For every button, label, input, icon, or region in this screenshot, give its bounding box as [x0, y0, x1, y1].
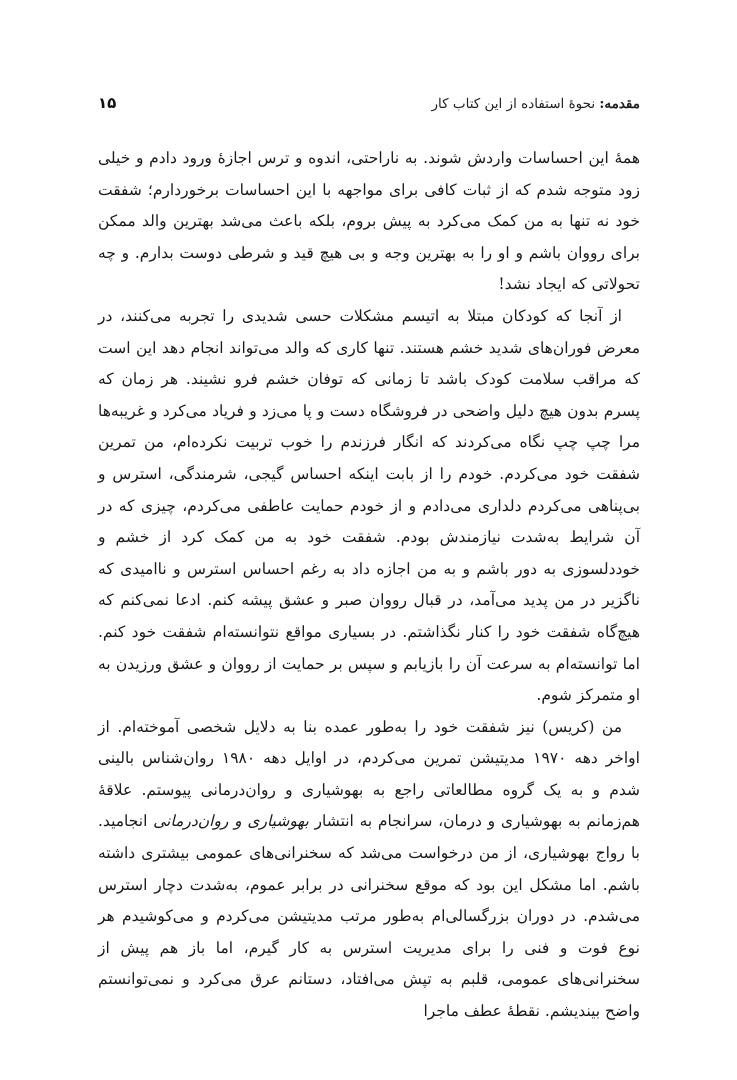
book-title-italic: بهوشیاری و روان‌درمانی — [153, 812, 309, 831]
running-title-text: نحوهٔ استفاده از این کتاب کار — [431, 96, 596, 112]
paragraph-3-part-1: من (کریس) نیز شفقت خود را به‌طور عمده بنا به دلایل شخصی آموخته‌ام. از اواخر دهه ۱۹۷۰ مدیتیشن تمرین می‌کردم، در اوایل دهه ۱۹۸۰ روان‌شناس بالینی شدم و به یک گروه مطالعاتی راجع به بهوشیاری و روان‌درمانی پیوستم. علاقهٔ هم‌زمانم به بهوشیاری و درمان، سرانجام به انتشار — [98, 717, 640, 831]
body-text — [98, 143, 640, 1028]
paragraph-3 — [98, 712, 640, 1028]
paragraph-2: از آنجا که کودکان مبتلا به اتیسم مشکلات حسی شدیدی را تجربه می‌کنند، در معرض فوران‌های شدید خشم هستند. تنها کاری که والد می‌تواند انجام دهد این است که مراقب سلامت کودک باشد تا زمانی که توفان خشم فرو نشیند. هر زمان که پسرم بدون هیچ دلیل واضحی در فروشگاه دست و پا می‌زد و فریاد می‌کرد و غریبه‌ها مرا چپ چپ نگاه می‌کردند که انگار فرزندم را خوب تربیت نکرده‌ام، من تمرین شفقت خود می‌کردم. خودم را از بابت اینکه احساس گیجی، شرمندگی، استرس و بی‌پناهی می‌کردم دلداری می‌دادم و از خودم حمایت عاطفی می‌کردم، چیزی که در آن شرایط به‌شدت نیازمندش بودم. شفقت خود به من کمک کرد از خشم و خوددلسوزی به دور باشم و به من اجازه داد به رغم احساس استرس و ناامیدی که ناگزیر در من پدید می‌آمد، در قبال رووان صبر و عشق پیشه کنم. ادعا نمی‌کنم که هیچ‌گاه شفقت خود را کنار نگذاشتم. در بسیاری مواقع نتوانسته‌ام شفقت خود کنم. اما توانسته‌ام به سرعت آن را بازیابم و سپس بر حمایت از رووان و عشق ورزیدن به او متمرکز شوم. — [98, 306, 640, 705]
running-header — [98, 94, 640, 122]
paragraph-3-part-2: انجامید. با رواج بهوشیاری، از من درخواست می‌شد که سخنرانی‌های عمومی بیشتری داشته باشم. اما مشکل این بود که موقع سخنرانی در برابر عموم، به‌شدت دچار استرس می‌شدم. در دوران بزرگسالی‌ام به‌طور مرتب مدیتیشن می‌کردم و می‌کوشیدم هر نوع فوت و فنی را برای مدیریت استرس به کار گیرم، اما باز هم پیش از سخنرانی‌های عمومی، قلبم به تپش می‌افتاد، دستانم عرق می‌کرد و نمی‌توانستم واضح بیندیشم. نقطهٔ عطف ماجرا — [98, 812, 640, 1021]
running-title — [432, 96, 640, 112]
paragraph-1: همهٔ این احساسات واردش شوند. به ناراحتی، اندوه و ترس اجازهٔ ورود دادم و خیلی زود متوجه شدم که از ثبات کافی برای مواجهه با این احساسات برخوردارم؛ شفقت خود نه تنها به من کمک می‌کرد به پیش بروم، بلکه باعث می‌شد بهترین والد ممکن برای رووان باشم و او را به بهترین وجه و بی هیچ قید و شرطی دوست بدارم. و چه تحولاتی که ایجاد نشد! — [98, 149, 640, 294]
running-title-label: مقدمه: — [599, 96, 640, 112]
page-number: ۱۵ — [98, 94, 117, 112]
